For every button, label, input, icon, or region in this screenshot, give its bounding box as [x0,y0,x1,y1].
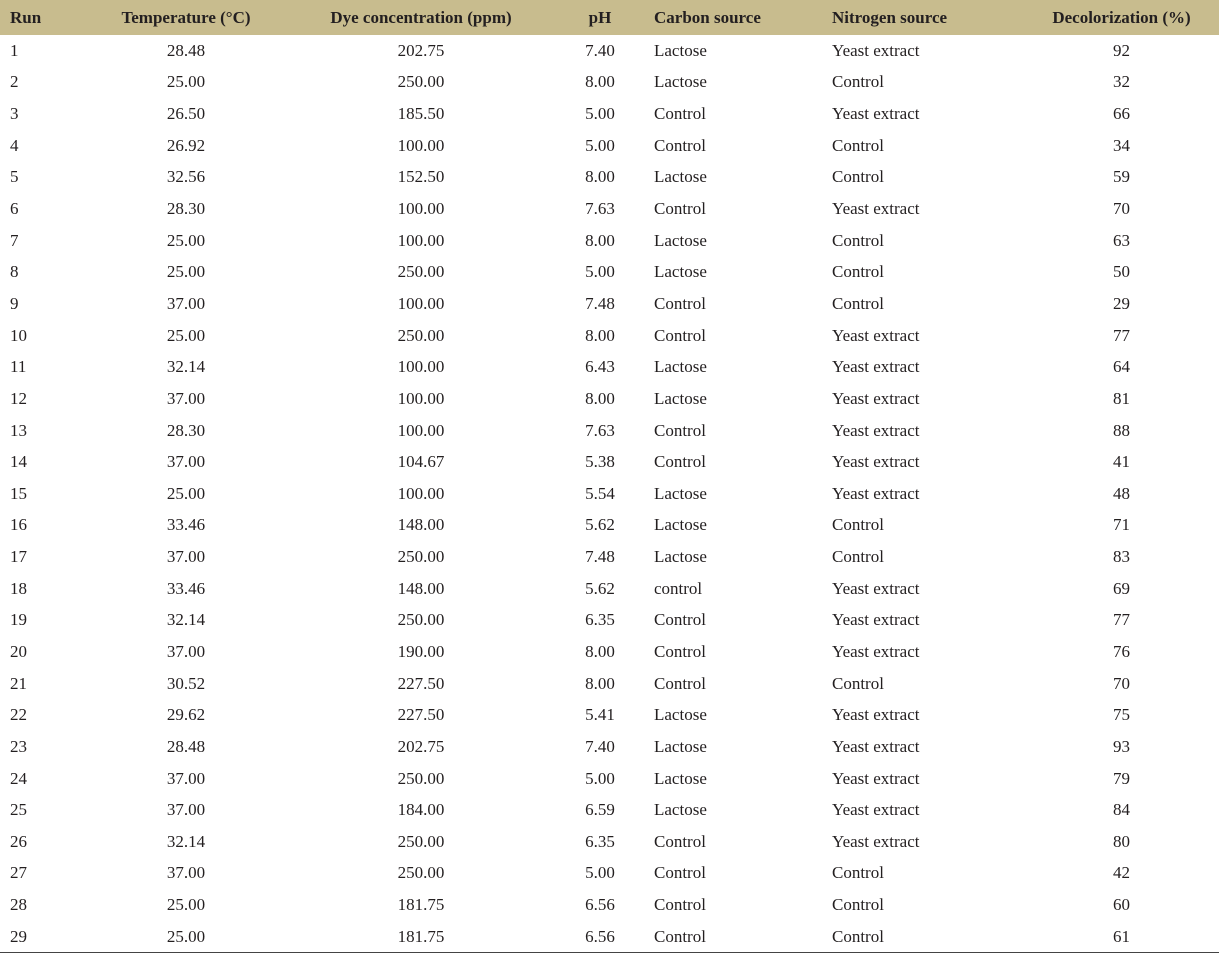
cell-run: 21 [10,673,27,693]
table-row [0,67,1219,99]
cell-decolorization: 34 [1113,135,1130,155]
cell-temperature: 25.00 [166,483,206,503]
table-row [0,636,1219,668]
cell-ph: 6.35 [585,610,615,630]
column-header-decolorization: Decolorization (%) [1052,7,1191,27]
cell-carbon-source: Control [654,199,706,219]
cell-dye-concentration: 185.50 [397,104,445,124]
cell-carbon-source: control [654,578,703,598]
cell-nitrogen-source: Control [828,921,1024,953]
cell-dye-concentration: 100.00 [397,293,445,313]
cell-run: 3 [10,104,19,124]
table-row [0,763,1219,795]
cell-nitrogen-source: Yeast extract [832,483,920,503]
cell-carbon-source: Control [654,610,706,630]
cell-nitrogen-source: Control [832,515,884,535]
cell-decolorization: 77 [1113,610,1130,630]
cell-decolorization: 63 [1113,230,1130,250]
cell-dye-concentration: 250.00 [397,547,445,567]
cell-dye-concentration: 202.75 [397,40,445,60]
cell-carbon-source: Control [654,673,706,693]
cell-nitrogen-source: Control [832,863,884,883]
cell-dye-concentration: 250.00 [397,262,445,282]
cell-nitrogen-source: Control [832,673,884,693]
cell-temperature: 25.00 [166,230,206,250]
table-row [0,446,1219,478]
cell-ph: 8.00 [585,230,615,250]
cell-temperature: 32.56 [166,167,206,187]
cell-run: 23 [10,736,27,756]
cell-temperature: 28.30 [166,199,206,219]
cell-decolorization: 92 [1113,40,1130,60]
table-row [0,162,1219,194]
cell-ph: 5.62 [585,578,615,598]
cell-run: 13 [10,420,27,440]
cell-decolorization: 61 [1024,921,1219,953]
cell-nitrogen-source: Yeast extract [832,800,920,820]
cell-decolorization: 48 [1113,483,1130,503]
cell-carbon-source: Lactose [654,768,707,788]
cell-carbon-source: Lactose [654,483,707,503]
cell-run: 7 [10,230,19,250]
cell-dye-concentration: 250.00 [397,72,445,92]
cell-ph: 6.59 [585,800,615,820]
cell-decolorization: 88 [1113,420,1130,440]
cell-decolorization: 76 [1113,641,1130,661]
cell-run: 17 [10,547,27,567]
cell-dye-concentration: 100.00 [397,357,445,377]
cell-temperature: 37.00 [166,863,206,883]
cell-ph: 7.63 [585,199,615,219]
cell-decolorization: 79 [1113,768,1130,788]
cell-run: 5 [10,167,19,187]
cell-temperature: 32.14 [166,831,206,851]
cell-carbon-source: Control [654,895,706,915]
cell-ph: 8.00 [585,388,615,408]
cell-ph: 5.54 [585,483,615,503]
cell-temperature: 28.30 [166,420,206,440]
cell-dye-concentration: 152.50 [397,167,445,187]
table-row [0,351,1219,383]
cell-run: 26 [10,831,27,851]
cell-ph: 8.00 [585,641,615,661]
table-row [0,256,1219,288]
cell-nitrogen-source: Control [832,167,884,187]
cell-ph: 5.00 [585,768,615,788]
cell-run: 8 [10,262,19,282]
cell-nitrogen-source: Yeast extract [832,357,920,377]
cell-carbon-source: Control [654,863,706,883]
cell-carbon-source: Control [654,104,706,124]
cell-ph: 8.00 [585,325,615,345]
cell-dye-concentration: 250.00 [397,768,445,788]
cell-decolorization: 32 [1113,72,1130,92]
column-header-run: Run [10,7,42,27]
cell-run: 10 [10,325,27,345]
cell-nitrogen-source: Yeast extract [832,768,920,788]
cell-nitrogen-source: Yeast extract [832,831,920,851]
cell-nitrogen-source: Control [832,72,884,92]
cell-ph: 7.48 [585,547,615,567]
cell-temperature: 33.46 [166,578,206,598]
cell-carbon-source: Lactose [654,72,707,92]
cell-decolorization: 29 [1113,293,1130,313]
cell-nitrogen-source: Yeast extract [832,104,920,124]
table-row [0,889,1219,921]
cell-carbon-source: Control [654,293,706,313]
cell-carbon-source: Control [650,921,828,953]
cell-ph: 5.62 [585,515,615,535]
cell-decolorization: 83 [1113,547,1130,567]
cell-temperature: 25.00 [80,921,292,953]
cell-run: 4 [10,135,19,155]
cell-run: 29 [0,921,80,953]
cell-ph: 6.56 [550,921,650,953]
cell-run: 11 [10,357,27,377]
cell-carbon-source: Control [654,641,706,661]
cell-dye-concentration: 100.00 [397,199,445,219]
cell-decolorization: 93 [1113,736,1130,756]
cell-run: 19 [10,610,27,630]
table-row [0,288,1219,320]
table-row [0,130,1219,162]
cell-run: 25 [10,800,27,820]
cell-nitrogen-source: Control [832,293,884,313]
cell-run: 14 [10,452,27,472]
cell-temperature: 25.00 [166,325,206,345]
cell-dye-concentration: 250.00 [397,325,445,345]
cell-ph: 6.35 [585,831,615,851]
cell-decolorization: 66 [1113,104,1130,124]
column-header-nitrogen-source: Nitrogen source [832,7,948,27]
table-row [0,383,1219,415]
table-row [0,826,1219,858]
cell-carbon-source: Control [654,420,706,440]
cell-temperature: 28.48 [166,40,206,60]
table-row [0,731,1219,763]
cell-run: 24 [10,768,27,788]
cell-nitrogen-source: Control [832,262,884,282]
cell-decolorization: 59 [1113,167,1130,187]
cell-temperature: 28.48 [166,736,206,756]
table-row [0,415,1219,447]
cell-decolorization: 77 [1113,325,1130,345]
cell-nitrogen-source: Yeast extract [832,736,920,756]
cell-temperature: 37.00 [166,800,206,820]
cell-ph: 5.00 [585,863,615,883]
table-row [0,320,1219,352]
cell-nitrogen-source: Control [832,230,884,250]
cell-decolorization: 71 [1113,515,1130,535]
table-row [0,573,1219,605]
cell-decolorization: 75 [1113,705,1130,725]
cell-ph: 5.41 [585,705,615,725]
cell-run: 12 [10,388,27,408]
cell-temperature: 26.92 [166,135,206,155]
cell-ph: 8.00 [585,673,615,693]
cell-decolorization: 70 [1113,673,1130,693]
cell-dye-concentration: 184.00 [397,800,445,820]
cell-nitrogen-source: Control [832,547,884,567]
cell-carbon-source: Lactose [654,357,707,377]
cell-decolorization: 80 [1113,831,1130,851]
cell-decolorization: 81 [1113,388,1130,408]
table-row [0,193,1219,225]
cell-ph: 7.40 [585,736,615,756]
cell-ph: 7.63 [585,420,615,440]
cell-carbon-source: Lactose [654,547,707,567]
column-header-dye-concentration: Dye concentration (ppm) [330,7,512,27]
cell-nitrogen-source: Yeast extract [832,641,920,661]
cell-temperature: 37.00 [166,641,206,661]
cell-ph: 7.40 [585,40,615,60]
cell-dye-concentration: 227.50 [397,705,445,725]
cell-decolorization: 41 [1113,452,1130,472]
cell-run: 2 [10,72,19,92]
table-row [0,478,1219,510]
cell-dye-concentration: 148.00 [397,515,445,535]
cell-dye-concentration: 250.00 [397,863,445,883]
cell-nitrogen-source: Yeast extract [832,40,920,60]
cell-decolorization: 70 [1113,199,1130,219]
cell-nitrogen-source: Control [832,135,884,155]
cell-dye-concentration: 227.50 [397,673,445,693]
cell-temperature: 30.52 [166,673,206,693]
column-header-ph: pH [588,7,612,27]
cell-nitrogen-source: Yeast extract [832,452,920,472]
cell-decolorization: 50 [1113,262,1130,282]
cell-dye-concentration: 100.00 [397,420,445,440]
cell-carbon-source: Control [654,135,706,155]
table-row [0,858,1219,890]
cell-nitrogen-source: Yeast extract [832,199,920,219]
cell-run: 28 [10,895,27,915]
cell-dye-concentration: 104.67 [397,452,445,472]
cell-carbon-source: Control [654,452,706,472]
cell-temperature: 37.00 [166,388,206,408]
cell-ph: 8.00 [585,72,615,92]
cell-dye-concentration: 181.75 [397,895,445,915]
cell-temperature: 37.00 [166,768,206,788]
cell-decolorization: 42 [1113,863,1130,883]
cell-dye-concentration: 100.00 [397,230,445,250]
cell-nitrogen-source: Yeast extract [832,388,920,408]
cell-carbon-source: Lactose [654,388,707,408]
cell-dye-concentration: 250.00 [397,831,445,851]
cell-temperature: 32.14 [166,357,206,377]
column-header-temperature: Temperature (°C) [121,7,251,27]
cell-dye-concentration: 148.00 [397,578,445,598]
table-row [0,541,1219,573]
cell-nitrogen-source: Yeast extract [832,705,920,725]
table-row [0,921,1219,953]
table-row [0,98,1219,130]
cell-carbon-source: Lactose [654,800,707,820]
cell-run: 1 [10,40,19,60]
cell-temperature: 25.00 [166,262,206,282]
cell-ph: 6.43 [585,357,615,377]
cell-run: 20 [10,641,27,661]
cell-temperature: 29.62 [166,705,206,725]
cell-carbon-source: Lactose [654,736,707,756]
cell-carbon-source: Lactose [654,705,707,725]
cell-decolorization: 69 [1113,578,1130,598]
cell-carbon-source: Lactose [654,515,707,535]
cell-dye-concentration: 202.75 [397,736,445,756]
cell-temperature: 26.50 [166,104,206,124]
cell-decolorization: 84 [1113,800,1130,820]
cell-ph: 8.00 [585,167,615,187]
table-row [0,225,1219,257]
table-row [0,35,1219,67]
cell-nitrogen-source: Yeast extract [832,325,920,345]
table-row [0,605,1219,637]
cell-carbon-source: Lactose [654,230,707,250]
cell-run: 27 [10,863,27,883]
cell-carbon-source: Lactose [654,167,707,187]
cell-temperature: 37.00 [166,293,206,313]
cell-temperature: 32.14 [166,610,206,630]
cell-carbon-source: Lactose [654,262,707,282]
cell-nitrogen-source: Yeast extract [832,420,920,440]
cell-ph: 6.56 [585,895,615,915]
cell-temperature: 25.00 [166,895,206,915]
cell-carbon-source: Lactose [654,40,707,60]
cell-run: 22 [10,705,27,725]
cell-temperature: 37.00 [166,452,206,472]
table-row [0,699,1219,731]
cell-nitrogen-source: Control [832,895,884,915]
cell-carbon-source: Control [654,831,706,851]
cell-run: 6 [10,199,19,219]
cell-ph: 5.38 [585,452,615,472]
table-row [0,794,1219,826]
column-header-carbon-source: Carbon source [654,7,761,27]
cell-temperature: 33.46 [166,515,206,535]
cell-ph: 5.00 [585,104,615,124]
cell-decolorization: 60 [1113,895,1130,915]
table-body [0,35,1219,953]
cell-run: 15 [10,483,27,503]
cell-decolorization: 64 [1113,357,1130,377]
cell-carbon-source: Control [654,325,706,345]
table-row [0,668,1219,700]
header-row [0,0,1219,35]
cell-nitrogen-source: Yeast extract [832,610,920,630]
cell-temperature: 37.00 [166,547,206,567]
cell-dye-concentration: 100.00 [397,135,445,155]
cell-dye-concentration: 100.00 [397,388,445,408]
cell-nitrogen-source: Yeast extract [832,578,920,598]
cell-temperature: 25.00 [166,72,206,92]
cell-ph: 7.48 [585,293,615,313]
cell-run: 18 [10,578,27,598]
cell-ph: 5.00 [585,262,615,282]
cell-dye-concentration: 100.00 [397,483,445,503]
cell-run: 16 [10,515,27,535]
cell-dye-concentration: 181.75 [292,921,550,953]
table-row [0,510,1219,542]
cell-dye-concentration: 190.00 [397,641,445,661]
cell-run: 9 [10,293,19,313]
cell-dye-concentration: 250.00 [397,610,445,630]
cell-ph: 5.00 [585,135,615,155]
